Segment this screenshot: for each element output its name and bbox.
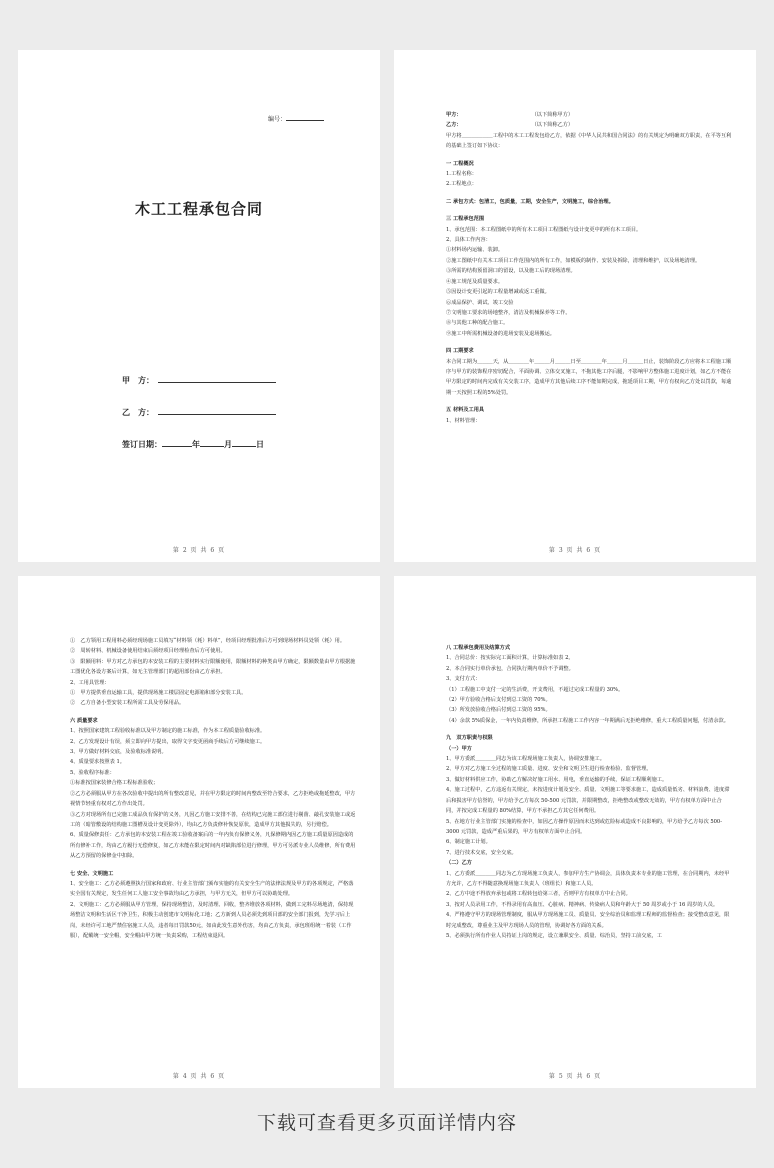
party-b-line: 乙 方： <box>122 407 276 418</box>
text-line: 3、甲方做好材料交底，及验收标准说明。 <box>70 749 167 756</box>
page-number: 第 2 页 共 6 页 <box>172 547 226 554</box>
text-line: ① 甲方提供垂直运输工具，提供现场施工楼层固定电源箱和部分安装工具。 <box>70 690 247 697</box>
text-line: 1、承包范围：本工程图纸中的所有木工项目工程图纸与设计变更中的所有木工项目。 <box>446 226 642 233</box>
text-line: 5、在地方行业主管部门实施的检查中，如因乙方操作原因而未达到或危险标或造成不良影响的，甲方给予乙方每次 500-3000 元罚款，造成严重后果的，甲方有权单方面中止合同。 <box>446 818 722 835</box>
text-line: ⑨施工中所需机械设备的进场安装及退场搬运。 <box>446 330 555 337</box>
page-body <box>70 636 356 941</box>
text-line: 1.工程名称： <box>446 171 477 178</box>
sub-heading: 甲方： （以下简称甲方） <box>446 112 574 118</box>
text-line: 2、乙方发现设计有误，须立即向甲方提出，取得文字变更函商手续后方可继续施工。 <box>70 738 266 745</box>
text-line: 5、验收程序标准： <box>70 769 115 776</box>
text-line: ①标准按国家装修合格工程标准验收； <box>70 780 159 787</box>
text-line: 1、材料管理： <box>446 417 481 424</box>
page-number: 第 3 页 共 6 页 <box>548 547 602 554</box>
section-heading: 一 工程概况 <box>446 160 474 167</box>
section-heading: 九 双方职责与权限 <box>446 735 493 742</box>
text-line: ③所需的结构预留洞口的留设，以及施工后的现场清理。 <box>446 268 576 275</box>
section-heading: 二 承包方式：包清工，包质量，工期，安全生产，文明施工，综合治理。 <box>446 198 614 205</box>
section-heading: 七 安全、文明施工 <box>70 870 114 877</box>
text-line: 3、做好材料供应工作，协助乙方解决好施工用水、用电，垂直运输的手续，保证工程顺利施工。 <box>446 776 668 783</box>
section-heading: 三 工程承包范围 <box>446 216 485 223</box>
text-line: 本合同工期为＿＿＿天，从＿＿＿＿年＿＿＿月＿＿＿日至＿＿＿＿年＿＿＿月＿＿＿日止，装饰阶段乙方应将本工程施工顺序与甲方的装饰程序密切配合，平面协调、立体交叉施工，不拖其他工序后腿，不影响甲方整体施工进度计划，如乙方不能在甲方限定的时间内完成有关交装工序，造成甲方其他后续工序不能如期完成，拖延项目工期，甲方有权向乙方处以罚款，每逾期一天按照工程的5%处罚。 <box>446 358 732 396</box>
text-line: 4、施工过程中，乙方违返有关规定，未按进度计划及安全、质量、文明施工等要求施工，造成质量低劣、材料浪费、进度滞后和损害甲方信誉的，甲方给予乙方每次 50-500 元罚款，并限期整改，拒绝整改或整改无效的，甲方有权单方面中止合同，并按完成工程量的 80%结算，甲方不承担乙方其它任何费用。 <box>446 787 730 815</box>
text-line: ② 乙方自备小型安装工程所需工具及劳保用品。 <box>70 700 185 707</box>
text-line: ② 周转材料、机械设备使用结束后须经项目经理检查后方可使用。 <box>70 648 226 655</box>
text-line: 1、甲方委派＿＿＿＿同志为该工程现场施工负责人，协调安排施工。 <box>446 756 605 763</box>
sign-date-line: 签订日期： 年 月 日 <box>122 439 264 449</box>
text-line: 4、严格遵守甲方的现场管理制度，服从甲方现场施工员、质量员、安全综治员和监理工程师的监督检查；接受整改意见，限时完成整改，尊重业主及甲方现场人员的管理，协调好各方面的关系。 <box>446 912 730 929</box>
text-line: 5、必须执行所有作业人员持证上岗的规定，设立兼职安全、质量、综治员，坚持工前交底，工 <box>446 932 662 939</box>
text-line: ③乙方对现场所有已完施工成品负有保护的义务，凡因乙方施工安排不善，在结构已完施工部位进行剔凿、敲孔安装施工或返工的（暗管敷设的结构施工图槽及设计变更除外），均由乙方负责修补恢复原状，造成甲方其他损失的，另行赔偿。 <box>70 811 356 828</box>
page-number: 第 5 页 共 6 页 <box>548 1073 602 1080</box>
text-line: （2）甲方验收合格后支付到总工资的 70%。 <box>446 697 551 704</box>
text-line: （3）所发放验收合格后付到总工资的 95%。 <box>446 707 551 714</box>
text-line: 6、制定施工计划。 <box>446 839 491 846</box>
text-line: 2、乙方中途不得放弃承包或将工程转包给第三者，否则甲方有权单方中止合同。 <box>446 891 631 898</box>
sub-heading: （一）甲方 <box>446 745 472 752</box>
text-line: 7、进行技术交底，安全交底。 <box>446 849 517 856</box>
text-line: 2、文明施工：乙方必须服从甲方管理，保持现场整洁，及时清理、回收，整齐堆放各项材料，做到工完料尽场地清，保持现场整洁文明和生活区干净卫生，积极主动创建市文明标化工地；乙方新到人员必须先到项目部的安全部门报到，先学习后上岗，未经许可工地严禁住宿施工人员，违者每日罚款50元，如由此发生意外伤害，均由乙方负责，承包班组统一着装（工作服），配戴统一安全帽，安全帽由甲方统一负责采购，工程结束退回。 <box>70 901 354 939</box>
text-line: 4、质量要求按照表 1。 <box>70 759 125 766</box>
text-line: （1）工程施工中支付一定的生活费，开支费用，不超过完成工程量的 30%。 <box>446 686 624 693</box>
contract-page-5 <box>394 576 756 1088</box>
text-line: （4）余款 5%质保金，一年内负责维修，所承担工程施工工作内容一年期满后无拒绝维修，重大工程质量问题，付清余款。 <box>446 717 729 724</box>
section-heading: 六 质量要求 <box>70 717 98 724</box>
contract-page-4 <box>18 576 380 1088</box>
text-line: ②乙方必须服从甲方在各次验收中提出的所有整改意见，并在甲方限定的时间内整改至符合要求，乙方拒绝或拖延整改，甲方视情节轻重有权对乙方作出处罚。 <box>70 790 356 808</box>
text-line: 2、本合同实行单价承包，合同执行期内单价不予调整。 <box>446 665 574 672</box>
text-line: 2、工用具管理： <box>70 679 110 686</box>
text-line: 1、乙方委派＿＿＿＿同志为乙方现场施工负责人，参加甲方生产协调会，具体负责本专业的施工管理，在合同期内，未经甲方允许，乙方不得随意换现场施工负责人（班组长）和施工人员。 <box>446 870 730 887</box>
page-body <box>446 636 732 941</box>
text-line: ⑥成品保护、调试、竣工交验 <box>446 299 514 306</box>
text-line: ①材料场内运输、装卸。 <box>446 247 504 254</box>
text-line: 1、按照国家建筑工程验收标准以及甲方制定的施工标准，作为本工程质量验收标准。 <box>70 728 266 735</box>
section-heading: 八 工程承包费用及结算方式 <box>446 645 511 651</box>
text-line: ⑦文明施工要求的场地整齐，清洁及机械保养等工作。 <box>446 309 571 316</box>
contract-number-field: 编号： <box>268 114 324 123</box>
text-line: 3、支付方式： <box>446 676 481 683</box>
contract-page-3 <box>394 50 756 562</box>
text-line: 1、合同总价：按实际完工面积计算，计算标准如表 2。 <box>446 655 574 662</box>
text-line: ④施工规范及质量要求。 <box>446 278 504 285</box>
text-line: 2、具体工作内容： <box>446 237 491 244</box>
party-a-line: 甲 方： <box>122 375 276 386</box>
text-line: 2.工程地点： <box>446 181 477 188</box>
cover-page <box>18 50 380 562</box>
text-line: ⑧与其他工种的配合施工。 <box>446 320 509 327</box>
page-number: 第 4 页 共 6 页 <box>172 1073 226 1080</box>
section-heading: 五 材料及工用具 <box>446 407 485 414</box>
section-heading: 四 工期要求 <box>446 348 474 355</box>
text-line: 3、按对人员录用工作，不得录用有高血压、心脏病、精神病、传染病人员和年龄大于 50 周岁或小于 16 周岁的人员。 <box>446 901 719 908</box>
text-line: ⑤因设计变更引起的工程量增减或返工重做。 <box>446 289 550 296</box>
text-line: 1、安全施工：乙方必须遵照执行国家和政府、行业主管部门颁布实施的有关安全生产的法律法规及甲方的各项规定，严格落实全国有关规定，发生任何工人施工安全事故均由乙方承担，与甲方无关，但甲方可以协助处理。 <box>70 880 354 898</box>
text-line: 6、质量保修责任：乙方承包的本安装工程在竣工验收备案后的一年内负有保修义务，凡保修期内因乙方施工质量原因造成的所有修补工作，均由乙方履行无偿修复，如乙方未能在限定时间内对缺陷部位进行修理，甲方可另派专业人员维修，所有费用从乙方预留的保修金中扣除。 <box>70 832 356 860</box>
download-more-caption: 下载可查看更多页面详情内容 <box>256 1112 517 1134</box>
sub-heading: （二）乙方 <box>446 860 472 867</box>
text-line: ③ 限额用料：甲方对乙方承包的本安装工程的主要材料实行限额使用，限额材料的种类由甲方确定，限额数量由甲方根据施工图优化各设方案后计算，如无主管理部门的超用部份由乙方承担。 <box>70 658 356 676</box>
sub-heading: 乙方： （以下简称乙方） <box>446 122 574 129</box>
text-line: 甲方将＿＿＿＿＿＿工程中的木工工程发包给乙方，依据《中华人民共和国合同法》的有关规定为明确双方职责，在平等互利的基础上签订如下协议： <box>446 132 732 150</box>
text-line: ① 乙方领用工程用料必须经现场施工员填写“材料领（耗）料单”，经项目经理批准后方可到现场材料员处领（耗）用。 <box>70 638 346 644</box>
document-title: 木工工程承包合同 <box>134 200 263 218</box>
page-body <box>446 110 732 426</box>
text-line: ②施工图纸中有关木工项目工作范围内的所有工作，如模板的制作、安装及拆除，清理和维护，以及场地清理。 <box>446 257 701 264</box>
text-line: 2、甲方对乙方施工全过程的施工质量、进度、安全和文明卫生进行检查检验、监督管理。 <box>446 766 652 773</box>
